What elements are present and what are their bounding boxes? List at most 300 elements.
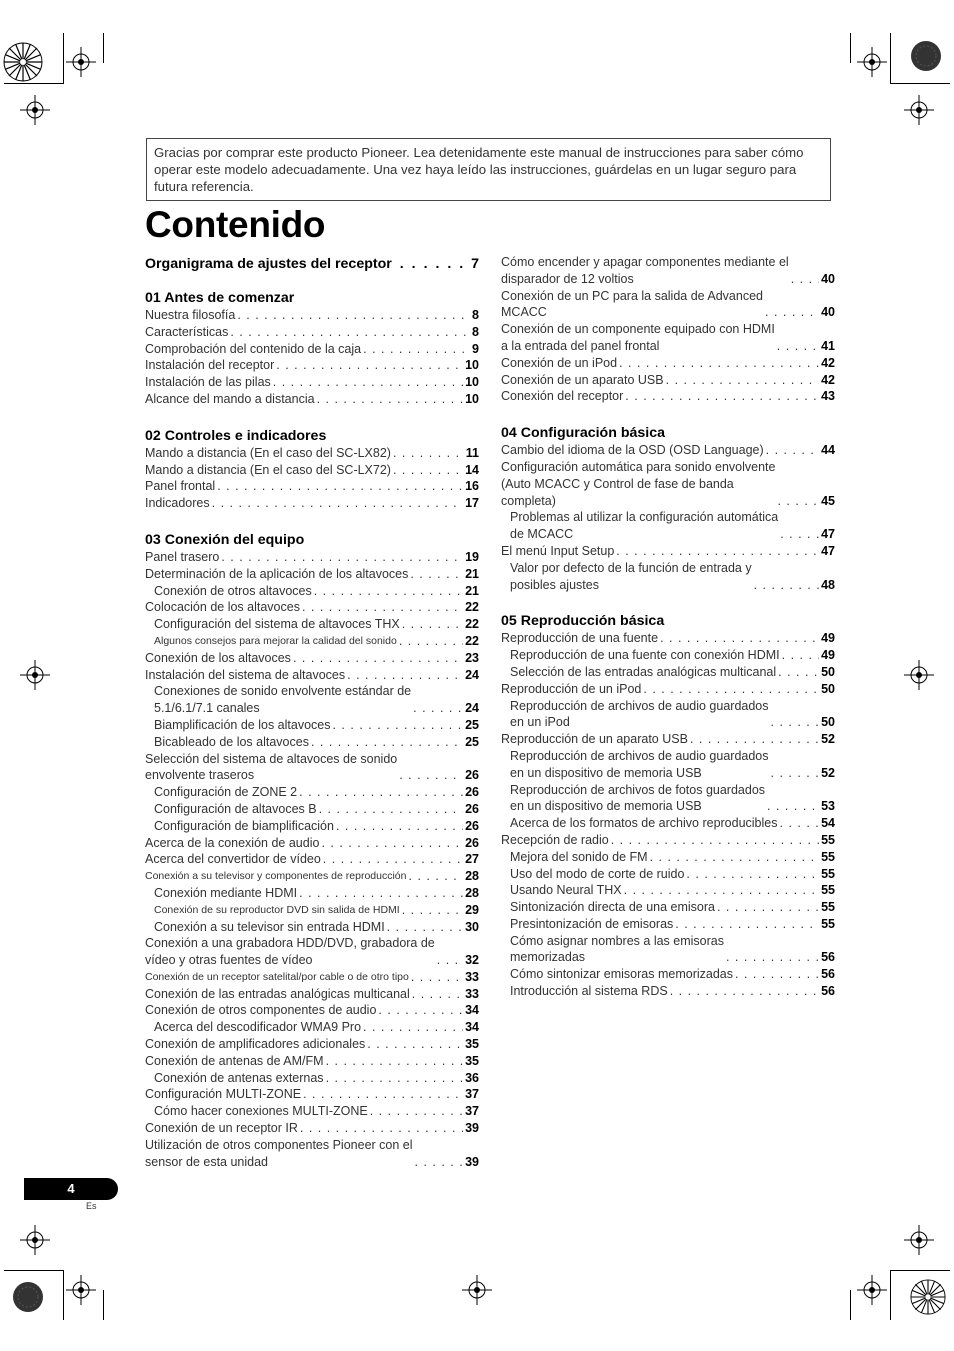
- toc-entry[interactable]: [145, 1086, 479, 1103]
- registration-dark-circle-icon: [12, 1281, 44, 1313]
- leader-dots: [780, 647, 819, 664]
- crosshair-icon: [66, 1275, 96, 1305]
- toc-entry-page: 33: [465, 986, 479, 1001]
- leader-dots: [321, 851, 463, 868]
- toc-entry-page: 29: [465, 902, 479, 917]
- toc-entry-page: 9: [472, 341, 479, 356]
- toc-entry-text: Uso del modo de corte de ruido: [510, 866, 685, 881]
- leader-dots: [391, 462, 463, 479]
- toc-entry[interactable]: [145, 307, 479, 324]
- toc-section-heading[interactable]: 04 Configuración básica: [501, 425, 665, 442]
- leader-dots: [376, 1002, 463, 1019]
- toc-entry-text: Usando Neural THX: [510, 883, 622, 898]
- toc-entry-text: Selección de las entradas analógicas multicanal: [510, 664, 777, 679]
- toc-entry-page: 49: [821, 648, 835, 663]
- toc-entry-text: Sintonización directa de una emisora: [510, 900, 715, 915]
- toc-right-sections: [501, 424, 835, 1000]
- leader-dots: [319, 835, 463, 852]
- leader-dots: [317, 801, 463, 818]
- toc-entry-page: 21: [465, 583, 479, 598]
- toc-entry[interactable]: [145, 633, 479, 650]
- toc-section-heading[interactable]: 02 Controles e indicadores: [145, 427, 327, 444]
- toc-entry[interactable]: [145, 1120, 479, 1137]
- leader-dots: [400, 616, 463, 633]
- toc-entry[interactable]: [145, 445, 479, 462]
- toc-entry-page: 26: [465, 785, 479, 800]
- toc-entry-page: 34: [465, 1020, 479, 1035]
- toc-entry-page: 56: [821, 950, 835, 965]
- toc-entry-text: Configuración automática para sonido envolvente (Auto MCACC y Control de fase de banda completa): [501, 459, 776, 508]
- leader-dots: [413, 1154, 464, 1171]
- leader-dots: [235, 307, 470, 324]
- leader-dots: [752, 577, 819, 594]
- toc-entry[interactable]: [145, 969, 479, 986]
- toc-entry-page: 17: [465, 496, 479, 511]
- toc-entry[interactable]: [145, 462, 479, 479]
- toc-entry-text: Conexión a su televisor y componentes de reproducción: [145, 870, 407, 883]
- leader-dots: [617, 355, 819, 372]
- toc-entry[interactable]: [501, 288, 835, 322]
- leader-dots: [776, 664, 819, 681]
- toc-entry-page: 50: [821, 681, 835, 696]
- toc-entry[interactable]: [145, 835, 479, 852]
- toc-entry-text: Cambio del idioma de la OSD (OSD Language): [501, 443, 764, 458]
- leader-dots: [614, 543, 819, 560]
- toc-entry-page: 56: [821, 967, 835, 982]
- toc-entry-text: Recepción de radio: [501, 832, 609, 847]
- leader-dots: [300, 599, 463, 616]
- toc-section-heading[interactable]: 03 Conexión del equipo: [145, 531, 305, 548]
- toc-entry-text: El menú Input Setup: [501, 543, 615, 558]
- toc-entry-page: 30: [465, 919, 479, 934]
- toc-entry[interactable]: [145, 324, 479, 341]
- leader-dots: [298, 1120, 463, 1137]
- toc-entry-page: 23: [465, 650, 479, 665]
- toc-entry-text: Conexión de los altavoces: [145, 650, 291, 665]
- leader-dots: [622, 882, 819, 899]
- intro-note: Gracias por comprar este producto Pioneer. Lea detenidamente este manual de instrucciones para saber cómo operar este modelo adecuadamente. Una vez haya leído las instrucciones, guárdelas en un lugar seguro para futura referencia.: [146, 138, 831, 201]
- crosshair-icon: [904, 95, 934, 125]
- leader-dots: [673, 916, 819, 933]
- crosshair-icon: [857, 47, 887, 77]
- toc-entry-page: 28: [465, 885, 479, 900]
- toc-entry[interactable]: [501, 509, 835, 543]
- toc-entry[interactable]: [501, 815, 835, 832]
- toc-entry-text: Acerca del descodificador WMA9 Pro: [154, 1020, 362, 1035]
- leader-dots: [215, 478, 463, 495]
- toc-entry-text: Reproducción de una fuente con conexión HDMI: [510, 648, 780, 663]
- toc-right-column: [501, 254, 835, 1000]
- leader-dots: [664, 372, 819, 389]
- toc-entry-text: Determinación de la aplicación de los altavoces: [145, 566, 409, 581]
- toc-entry-text: Conexión de otros altavoces: [154, 583, 312, 598]
- toc-entry-page: 52: [821, 732, 835, 747]
- toc-entry-text: Acerca de la conexión de audio: [145, 835, 320, 850]
- toc-entry[interactable]: [501, 459, 835, 509]
- toc-left-column: [145, 254, 479, 1170]
- toc-entry-page: 25: [465, 734, 479, 749]
- leader-dots: [334, 818, 463, 835]
- toc-entry-text: Conexión de un iPod: [501, 355, 618, 370]
- toc-entry-text: Conexión mediante HDMI: [154, 885, 298, 900]
- toc-entry[interactable]: [145, 1053, 479, 1070]
- toc-entry[interactable]: [501, 899, 835, 916]
- toc-entry-page: 11: [465, 445, 479, 460]
- toc-entry-text: Mejora del sonido de FM: [510, 849, 648, 864]
- toc-entry[interactable]: [145, 818, 479, 835]
- toc-entry-text: Conexión de antenas de AM/FM: [145, 1053, 324, 1068]
- leader-dots: [361, 1019, 463, 1036]
- toc-entry-page: 52: [821, 765, 835, 780]
- crosshair-icon: [20, 1225, 50, 1255]
- toc-entry-page: 24: [465, 701, 479, 716]
- registration-wheel-icon: [3, 42, 43, 82]
- toc-entry-text: Conexión a su televisor sin entrada HDMI: [154, 919, 385, 934]
- toc-entry[interactable]: [145, 667, 479, 684]
- toc-entry-page: 55: [821, 849, 835, 864]
- toc-entry[interactable]: [145, 1070, 479, 1087]
- page-title: Contenido: [145, 204, 326, 245]
- leader-dots: [397, 767, 463, 784]
- toc-left-sections: [145, 289, 479, 1170]
- toc-entry[interactable]: [501, 966, 835, 983]
- toc-entry-page: 53: [821, 799, 835, 814]
- leader-dots: [392, 256, 469, 272]
- crosshair-icon: [20, 660, 50, 690]
- toc-entry-text: Características: [145, 324, 229, 339]
- leader-dots: [397, 633, 463, 650]
- toc-entry-page: 21: [465, 566, 479, 581]
- toc-entry[interactable]: [501, 748, 835, 782]
- toc-entry-page: 35: [465, 1053, 479, 1068]
- leader-dots: [407, 868, 464, 885]
- leader-dots: [769, 714, 820, 731]
- toc-entry[interactable]: [501, 560, 835, 594]
- toc-entry-page: 37: [465, 1087, 479, 1102]
- toc-entry[interactable]: [145, 391, 479, 408]
- toc-entry-text: Conexión de un aparato USB: [501, 372, 664, 387]
- leader-dots: [609, 832, 819, 849]
- toc-entry-page: 10: [465, 375, 479, 390]
- toc-section-heading[interactable]: 01 Antes de comenzar: [145, 290, 295, 306]
- toc-entry[interactable]: [145, 784, 479, 801]
- toc-entry[interactable]: [501, 933, 835, 967]
- toc-entry-page: 45: [821, 493, 835, 508]
- toc-entry-page: 26: [465, 801, 479, 816]
- leader-dots: [324, 1070, 464, 1087]
- page-language: Es: [86, 1201, 97, 1211]
- toc-entry[interactable]: [145, 868, 479, 885]
- toc-entry-page: 36: [465, 1070, 479, 1085]
- toc-entry[interactable]: [501, 782, 835, 816]
- toc-entry-text: Configuración del sistema de altavoces THX: [154, 617, 400, 632]
- toc-entry-text: Configuración MULTI-ZONE: [145, 1087, 302, 1102]
- toc-entry[interactable]: [145, 341, 479, 358]
- leader-dots: [271, 374, 463, 391]
- leader-dots: [301, 1086, 463, 1103]
- toc-entry[interactable]: [501, 866, 835, 883]
- crosshair-icon: [857, 1275, 887, 1305]
- toc-entry[interactable]: [145, 478, 479, 495]
- toc-entry-text: Instalación del receptor: [145, 358, 275, 373]
- toc-entry-page: 39: [465, 1121, 479, 1136]
- toc-entry[interactable]: [501, 681, 835, 698]
- toc-entry-text: Reproducción de una fuente: [501, 631, 659, 646]
- leader-dots: [778, 526, 819, 543]
- toc-right-continuation: [501, 254, 835, 405]
- toc-entry-page: 56: [821, 984, 835, 999]
- toc-entry-text: Utilización de otros componentes Pioneer con el sensor de esta unidad: [145, 1137, 413, 1169]
- crosshair-icon: [904, 660, 934, 690]
- toc-entry-page: 42: [821, 355, 835, 370]
- toc-entry[interactable]: [501, 321, 835, 355]
- leader-dots: [648, 849, 820, 866]
- toc-entry-page: 8: [472, 308, 479, 322]
- toc-entry[interactable]: [145, 902, 479, 919]
- toc-entry-page: 55: [821, 832, 835, 847]
- toc-entry-page: 50: [821, 715, 835, 730]
- toc-entry-text: Indicadores: [145, 496, 210, 511]
- toc-entry[interactable]: [145, 683, 479, 717]
- toc-entry-page: 25: [465, 717, 479, 732]
- toc-entry[interactable]: [145, 1137, 479, 1171]
- toc-entry-page: 37: [465, 1104, 479, 1119]
- toc-entry[interactable]: [145, 1103, 479, 1120]
- toc-entry-page: 55: [821, 916, 835, 931]
- toc-entry-text: Instalación de las pilas: [145, 375, 271, 390]
- toc-entry-text: Cómo sintonizar emisoras memorizadas: [510, 967, 733, 982]
- toc-entry-page: 14: [465, 462, 479, 477]
- leader-dots: [775, 493, 819, 510]
- leader-dots: [297, 784, 463, 801]
- toc-entry-text: Conexiones de sonido envolvente estándar de 5.1/6.1/7.1 canales: [154, 684, 412, 716]
- toc-entry-text: Reproducción de archivos de audio guardados en un iPod: [510, 698, 769, 730]
- leader-dots: [365, 1036, 463, 1053]
- toc-entry-text: Bicableado de los altavoces: [154, 734, 309, 749]
- toc-entry-text: Conexión de otros componentes de audio: [145, 1003, 377, 1018]
- toc-entry-text: Panel trasero: [145, 549, 220, 564]
- leader-dots: [411, 700, 463, 717]
- toc-entry[interactable]: [501, 543, 835, 560]
- leader-dots: [210, 495, 463, 512]
- toc-entry-text: Conexión de las entradas analógicas multicanal: [145, 986, 410, 1001]
- toc-entry-page: 44: [821, 443, 835, 458]
- toc-entry-page: 55: [821, 900, 835, 915]
- crosshair-icon: [462, 1275, 492, 1305]
- leader-dots: [764, 442, 819, 459]
- leader-dots: [315, 391, 464, 408]
- leader-dots: [775, 338, 819, 355]
- toc-entry-page: 8: [472, 324, 479, 339]
- toc-entry-text: Panel frontal: [145, 479, 216, 494]
- toc-entry[interactable]: [145, 986, 479, 1003]
- toc-entry[interactable]: [145, 751, 479, 785]
- toc-entry[interactable]: [145, 650, 479, 667]
- toc-entry-text: Acerca del convertidor de vídeo: [145, 852, 321, 867]
- toc-entry-page: 55: [821, 866, 835, 881]
- toc-entry-page: 41: [821, 338, 835, 353]
- toc-entry-text: Conexión de amplificadores adicionales: [145, 1037, 366, 1052]
- toc-entry[interactable]: [145, 566, 479, 583]
- leader-dots: [391, 445, 464, 462]
- toc-entry[interactable]: [145, 583, 479, 600]
- toc-entry[interactable]: [501, 647, 835, 664]
- toc-entry-text: Algunos consejos para mejorar la calidad del sonido: [154, 634, 397, 647]
- toc-entry[interactable]: [145, 734, 479, 751]
- leader-dots: [274, 357, 463, 374]
- toc-entry[interactable]: [145, 549, 479, 566]
- toc-entry[interactable]: [501, 832, 835, 849]
- toc-entry[interactable]: [145, 851, 479, 868]
- crosshair-icon: [66, 47, 96, 77]
- toc-entry-text: Reproducción de archivos de audio guardados en un dispositivo de memoria USB: [510, 748, 769, 780]
- toc-entry-text: Conexión de un receptor IR: [145, 1121, 298, 1136]
- leader-dots: [291, 650, 463, 667]
- toc-entry-text: Conexión de un componente equipado con HDMI a la entrada del panel frontal: [501, 322, 775, 353]
- toc-entry-text: Presintonización de emisoras: [510, 916, 674, 931]
- toc-entry-page: 16: [465, 479, 479, 494]
- leader-dots: [435, 952, 463, 969]
- toc-entry-text: Acerca de los formatos de archivo reproducibles: [510, 816, 778, 831]
- toc-entry-text: Alcance del mando a distancia: [145, 391, 315, 406]
- toc-entry-page: 10: [465, 358, 479, 373]
- toc-entry[interactable]: [501, 983, 835, 1000]
- toc-entry[interactable]: [501, 254, 835, 288]
- toc-entry[interactable]: [501, 698, 835, 732]
- toc-entry[interactable]: [501, 355, 835, 372]
- leader-dots: [765, 798, 819, 815]
- leader-dots: [368, 1103, 463, 1120]
- toc-entry-text: Instalación del sistema de altavoces: [145, 667, 346, 682]
- toc-entry[interactable]: [145, 801, 479, 818]
- toc-entry[interactable]: [145, 495, 479, 512]
- toc-entry-page: 26: [465, 835, 479, 850]
- toc-entry[interactable]: [145, 717, 479, 734]
- toc-entry-text: Cómo asignar nombres a las emisoras memorizadas: [510, 933, 724, 965]
- toc-entry-page: 54: [821, 816, 835, 831]
- toc-entry[interactable]: [501, 442, 835, 459]
- toc-entry[interactable]: [145, 1019, 479, 1036]
- toc-entry-text: Nuestra filosofía: [145, 308, 236, 322]
- toc-entry[interactable]: [501, 664, 835, 681]
- toc-entry-text: Valor por defecto de la función de entrada y posibles ajustes: [510, 560, 752, 592]
- toc-entry-text: Conexión de antenas externas: [154, 1070, 324, 1085]
- toc-entry[interactable]: [501, 372, 835, 389]
- toc-entry-text: Selección del sistema de altavoces de sonido envolvente traseros: [145, 751, 398, 783]
- toc-entry-text: Conexión del receptor: [501, 389, 624, 404]
- toc-entry-text: Cómo encender y apagar componentes mediante el disparador de 12 voltios: [501, 255, 789, 286]
- toc-entry-text: Reproducción de un iPod: [501, 681, 642, 696]
- toc-section-heading[interactable]: 05 Reproducción básica: [501, 613, 665, 630]
- toc-entry-text: Conexión de su reproductor DVD sin salida de HDMI: [154, 903, 400, 916]
- toc-entry-text: Conexión de un receptor satelital/por cable o de otro tipo: [145, 970, 409, 983]
- leader-dots: [312, 583, 463, 600]
- toc-entry[interactable]: [145, 885, 479, 902]
- toc-entry-text: Cómo hacer conexiones MULTI-ZONE: [154, 1104, 368, 1119]
- toc-entry-page: 33: [465, 969, 479, 984]
- toc-entry[interactable]: [501, 388, 835, 405]
- leader-dots: [297, 885, 463, 902]
- toc-entry-page: 19: [465, 549, 479, 564]
- toc-entry[interactable]: [145, 919, 479, 936]
- leader-dots: [668, 983, 819, 1000]
- leader-dots: [400, 902, 463, 919]
- toc-entry-page: 40: [821, 305, 835, 320]
- toc-entry-text: Reproducción de archivos de fotos guardados en un dispositivo de memoria USB: [510, 782, 766, 814]
- toc-entry[interactable]: [501, 731, 835, 748]
- leader-dots: [733, 966, 819, 983]
- toc-entry[interactable]: [145, 935, 479, 969]
- leader-dots: [345, 667, 463, 684]
- toc-entry-page: 26: [465, 818, 479, 833]
- toc-entry-page: 22: [465, 633, 479, 648]
- toc-entry[interactable]: [145, 1002, 479, 1019]
- leader-dots: [658, 630, 819, 647]
- toc-entry-page: 43: [821, 389, 835, 404]
- toc-entry-page: 28: [465, 869, 479, 884]
- toc-entry-page: 24: [465, 667, 479, 682]
- leader-dots: [330, 717, 463, 734]
- toc-entry[interactable]: [145, 374, 479, 391]
- crosshair-icon: [20, 95, 50, 125]
- toc-entry-page: 35: [465, 1037, 479, 1052]
- toc-entry-page: 47: [821, 543, 835, 558]
- toc-main-entry[interactable]: [145, 256, 479, 280]
- leader-dots: [309, 734, 463, 751]
- toc-entry-text: Reproducción de un aparato USB: [501, 732, 688, 747]
- toc-entry[interactable]: [145, 1036, 479, 1053]
- leader-dots: [408, 566, 463, 583]
- leader-dots: [769, 765, 820, 782]
- toc-entry[interactable]: [501, 882, 835, 899]
- toc-entry-text: Mando a distancia (En el caso del SC-LX72): [145, 462, 391, 477]
- leader-dots: [623, 388, 819, 405]
- toc-entry-page: 27: [465, 852, 479, 867]
- toc-entry[interactable]: [145, 357, 479, 374]
- toc-entry-text: Configuración de ZONE 2: [154, 785, 298, 800]
- toc-entry[interactable]: [501, 630, 835, 647]
- leader-dots: [688, 731, 819, 748]
- toc-entry-page: 26: [465, 768, 479, 783]
- toc-entry-text: Conexión de un PC para la salida de Advanced MCACC: [501, 288, 763, 320]
- toc-entry-page: 39: [465, 1154, 479, 1169]
- toc-entry-page: 49: [821, 631, 835, 646]
- leader-dots: [684, 866, 819, 883]
- toc-entry-page: 22: [465, 617, 479, 632]
- toc-entry-text: Comprobación del contenido de la caja: [145, 341, 362, 356]
- toc-entry[interactable]: [145, 616, 479, 633]
- toc-entry-text: Conexión a una grabadora HDD/DVD, grabadora de vídeo y otras fuentes de vídeo: [145, 936, 435, 968]
- page-number-badge: 4: [24, 1178, 118, 1200]
- leader-dots: [228, 324, 470, 341]
- leader-dots: [324, 1053, 464, 1070]
- toc-entry-text: Colocación de los altavoces: [145, 600, 300, 615]
- leader-dots: [778, 815, 820, 832]
- leader-dots: [361, 341, 470, 358]
- leader-dots: [641, 681, 819, 698]
- toc-entry[interactable]: [501, 916, 835, 933]
- leader-dots: [789, 271, 819, 288]
- toc-main-label: Organigrama de ajustes del receptor: [145, 256, 392, 272]
- toc-entry[interactable]: [145, 599, 479, 616]
- leader-dots: [410, 986, 463, 1003]
- toc-entry-page: 34: [465, 1003, 479, 1018]
- toc-entry-page: 42: [821, 372, 835, 387]
- leader-dots: [385, 919, 463, 936]
- toc-entry-page: 47: [821, 527, 835, 542]
- crosshair-icon: [904, 1225, 934, 1255]
- toc-entry[interactable]: [501, 849, 835, 866]
